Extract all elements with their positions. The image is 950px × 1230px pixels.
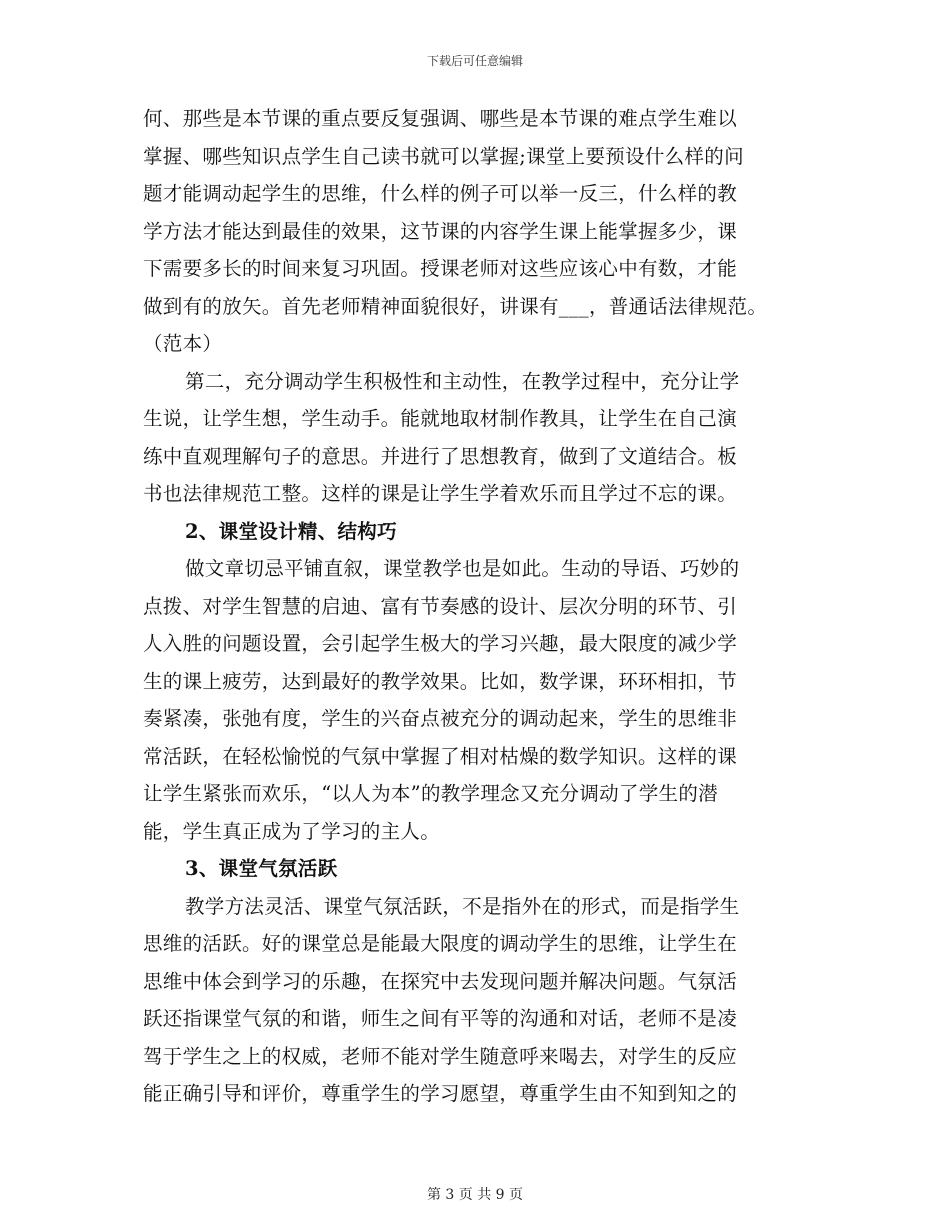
paragraph-line: 跃还指课堂气氛的和谐，师生之间有平等的沟通和对话，老师不是凌 — [143, 1007, 738, 1030]
section-heading: 2、课堂设计精、结构巧 — [185, 519, 397, 543]
paragraph-line: 练中直观理解句子的意思。并进行了思想教育，做到了文道结合。板 — [143, 444, 738, 468]
paragraph-line: 下需要多长的时间来复习巩固。授课老师对这些应该心中有数，才能 — [143, 257, 738, 280]
paragraph-line: 思维中体会到学习的乐趣，在探究中去发现问题并解决问题。气氛活 — [143, 969, 738, 993]
paragraph-line: 奏紧凑，张弛有度，学生的兴奋点被充分的调动起来，学生的思维非 — [143, 707, 738, 730]
paragraph-line: 题才能调动起学生的思维，什么样的例子可以举一反三，什么样的教 — [143, 182, 738, 205]
paragraph-line: 何、那些是本节课的重点要反复强调、哪些是本节课的难点学生难以 — [143, 107, 738, 130]
document-body — [143, 100, 823, 1113]
paragraph-line: 点拨、对学生智慧的启迪、富有节奏感的设计、层次分明的环节、引 — [143, 594, 738, 618]
paragraph-line: 做文章切忌平铺直叙，课堂教学也是如此。生动的导语、巧妙的 — [185, 557, 740, 580]
paragraph-line: 常活跃，在轻松愉悦的气氛中掌握了相对枯燥的数学知识。这样的课 — [143, 744, 738, 768]
paragraph-line: 人入胜的问题设置，会引起学生极大的学习兴趣，最大限度的减少学 — [143, 632, 738, 655]
paragraph-line: 第二，充分调动学生积极性和主动性，在教学过程中，充分让学 — [185, 369, 740, 393]
paragraph-line: 掌握、哪些知识点学生自己读书就可以掌握;课堂上要预设什么样的问 — [143, 144, 744, 168]
paragraph-line: 书也法律规范工整。这样的课是让学生学着欢乐而且学过不忘的课。 — [143, 482, 738, 505]
paragraph-line: 生的课上疲劳，达到最好的教学效果。比如，数学课，环环相扣，节 — [143, 669, 738, 693]
paragraph-line: 能，学生真正成为了学习的主人。 — [143, 819, 441, 843]
page-footer: 第 3 页 共 9 页 — [426, 1187, 524, 1203]
paragraph-line: 思维的活跃。好的课堂总是能最大限度的调动学生的思维，让学生在 — [143, 932, 738, 955]
page-header: 下载后可任意编辑 — [426, 54, 523, 68]
paragraph-line: 让学生紧张而欢乐，“以人为本”的教学理念又充分调动了学生的潜 — [143, 782, 718, 805]
paragraph-line: 教学方法灵活、课堂气氛活跃，不是指外在的形式，而是指学生 — [185, 894, 740, 918]
paragraph-line: （范本） — [143, 332, 223, 355]
paragraph-line: 做到有的放矢。首先老师精神面貌很好，讲课有___，普通话法律规范。 — [143, 294, 768, 318]
section-heading: 3、课堂气氛活跃 — [185, 857, 338, 880]
paragraph-line: 能正确引导和评价，尊重学生的学习愿望，尊重学生由不知到知之的 — [143, 1082, 738, 1105]
paragraph-line: 驾于学生之上的权威，老师不能对学生随意呼来喝去，对学生的反应 — [143, 1044, 738, 1068]
paragraph-line: 学方法才能达到最佳的效果，这节课的内容学生课上能掌握多少，课 — [143, 219, 738, 243]
paragraph-line: 生说，让学生想，学生动手。能就地取材制作教具，让学生在自己演 — [143, 407, 738, 430]
